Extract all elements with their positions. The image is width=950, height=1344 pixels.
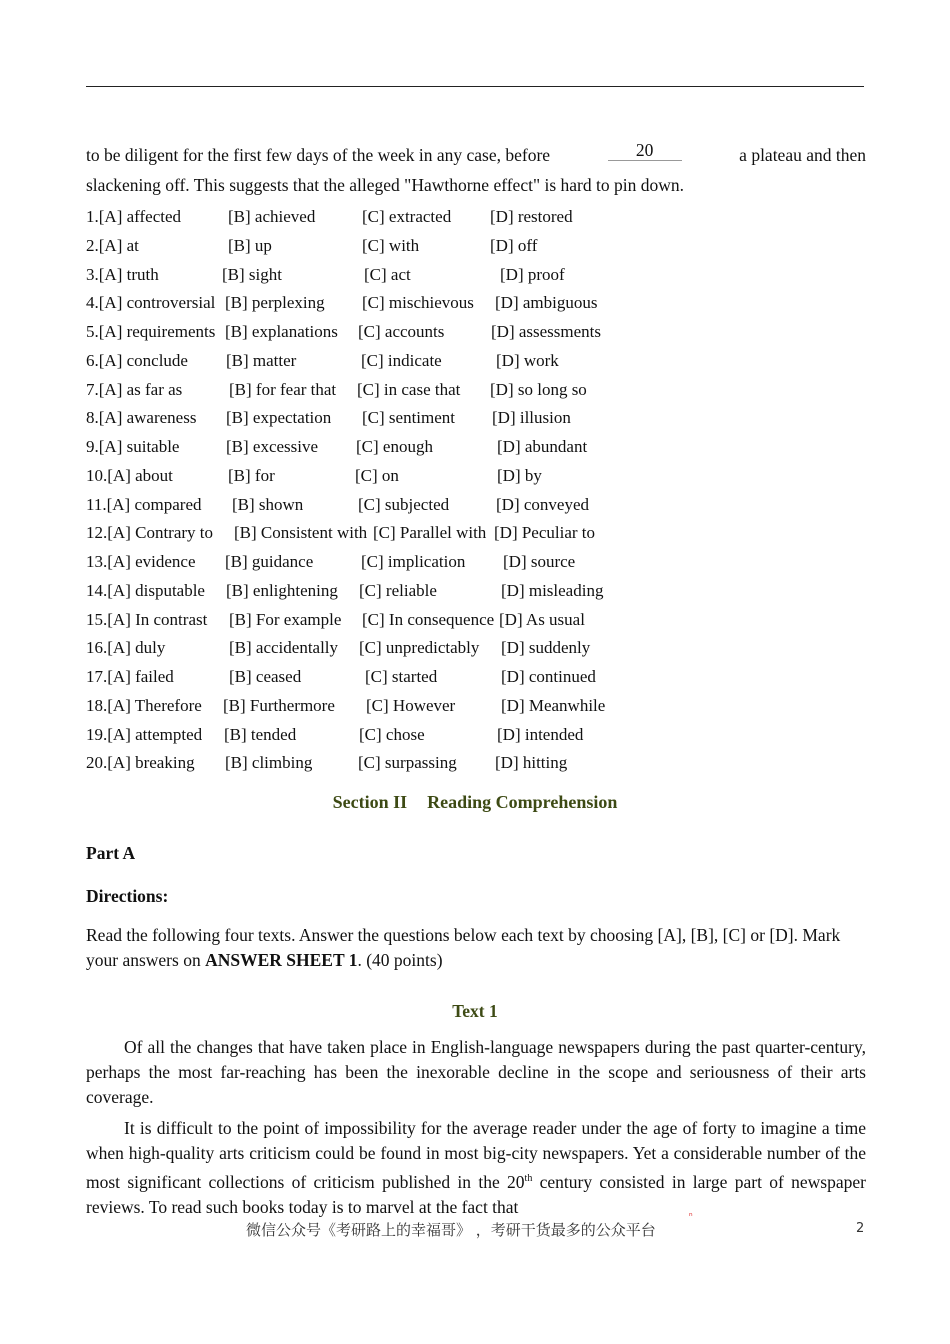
option-d: [D] ambiguous xyxy=(495,293,598,313)
option-b: [B] enlightening xyxy=(226,580,338,600)
option-a: 12.[A] Contrary to xyxy=(86,523,214,543)
option-c: [C] in case that xyxy=(357,379,461,399)
option-a: 18.[A] Therefore xyxy=(86,695,202,715)
text-title: Text 1 xyxy=(452,1001,498,1021)
option-a: 7.[A] as far as xyxy=(86,379,183,399)
option-b: [B] matter xyxy=(226,350,297,370)
blank-20: 20 xyxy=(608,140,682,161)
option-c: [C] subjected xyxy=(358,494,450,514)
option-b: [B] shown xyxy=(232,494,304,514)
option-a: 4.[A] controversial xyxy=(86,293,216,313)
option-a: 17.[A] failed xyxy=(86,667,174,686)
paragraph-2-part-1: It is difficult to the point of impossibility for the average reader under the age of forty to imagine a time when high-quality arts criticism could be found in most big-city newspapers. Yet a considerable number of the most significant collections of criticism published in the 20 xyxy=(86,1118,866,1192)
option-c: [C] chose xyxy=(359,724,425,744)
passage-line-2: slackening off. This suggests that the alleged "Hawthorne effect" is hard to pin down. xyxy=(86,175,684,195)
header-rule xyxy=(86,86,864,87)
option-b: [B] ceased xyxy=(229,667,302,686)
directions-text xyxy=(86,923,872,973)
option-d: [D] intended xyxy=(497,724,584,744)
option-d: [D] so long so xyxy=(490,379,587,399)
option-c: [C] implication xyxy=(361,552,466,571)
option-d: [D] illusion xyxy=(492,408,571,428)
option-c: [C] surpassing xyxy=(358,753,457,773)
answer-sheet-label: ANSWER SHEET 1 xyxy=(205,950,358,970)
option-b: [B] sight xyxy=(222,264,282,284)
option-b: [B] explanations xyxy=(225,322,338,341)
option-a: 8.[A] awareness xyxy=(86,408,197,428)
option-c: [C] act xyxy=(364,264,411,284)
option-a: 20.[A] breaking xyxy=(86,753,195,773)
part-heading: Part A xyxy=(86,843,136,863)
option-d: [D] continued xyxy=(501,667,596,686)
option-c: [C] unpredictably xyxy=(359,638,480,658)
ordinal-superscript: th xyxy=(524,1173,533,1184)
option-b: [B] for fear that xyxy=(229,379,337,399)
option-b: [B] Furthermore xyxy=(223,695,335,715)
option-c: [C] mischievous xyxy=(362,293,474,313)
option-d: [D] As usual xyxy=(499,609,585,629)
option-b: [B] Consistent with xyxy=(234,523,368,543)
option-b: [B] tended xyxy=(224,724,297,744)
page-number: 2 xyxy=(856,1221,865,1236)
option-d: [D] conveyed xyxy=(496,494,589,514)
option-b: [B] for xyxy=(228,465,275,485)
option-c: [C] extracted xyxy=(362,207,452,226)
option-d: [D] proof xyxy=(500,264,565,284)
option-d: [D] off xyxy=(490,235,538,255)
option-d: [D] misleading xyxy=(501,580,604,600)
option-c: [C] Parallel with xyxy=(373,523,487,543)
footer-text: 微信公众号《考研路上的幸福哥》 ，考研干货最多的公众平台 xyxy=(246,1221,656,1239)
option-b: [B] guidance xyxy=(225,552,314,571)
option-c: [C] started xyxy=(365,667,438,686)
option-a: 19.[A] attempted xyxy=(86,724,203,744)
option-b: [B] achieved xyxy=(228,207,316,226)
option-c: [C] enough xyxy=(356,437,433,456)
directions-text-after: . (40 points) xyxy=(357,950,443,970)
option-c: [C] sentiment xyxy=(362,408,456,428)
option-a: 6.[A] conclude xyxy=(86,350,188,370)
option-a: 16.[A] duly xyxy=(86,638,166,658)
option-d: [D] suddenly xyxy=(501,638,591,658)
option-a: 9.[A] suitable xyxy=(86,437,180,456)
option-d: [D] hitting xyxy=(495,753,568,773)
paragraph-2-part-2: century consisted in large part of newspaper reviews. To read such books today is to marvel at the fact that xyxy=(86,1171,866,1217)
option-d: [D] assessments xyxy=(491,322,602,341)
option-a: 13.[A] evidence xyxy=(86,552,196,571)
option-a: 3.[A] truth xyxy=(86,264,159,284)
passage-text-after-blank: a plateau and then xyxy=(739,145,866,165)
option-c: [C] indicate xyxy=(361,350,442,370)
option-a: 5.[A] requirements xyxy=(86,322,216,341)
section-number: Section II xyxy=(332,792,408,812)
option-b: [B] climbing xyxy=(225,753,313,773)
section-title: Reading Comprehension xyxy=(427,792,618,812)
option-c: [C] In consequence xyxy=(362,609,495,629)
option-d: [D] work xyxy=(496,350,559,370)
directions-label: Directions: xyxy=(86,886,169,906)
option-a: 10.[A] about xyxy=(86,465,173,485)
option-d: [D] restored xyxy=(490,207,573,226)
option-b: [B] expectation xyxy=(226,408,332,428)
red-mark-icon: ⁿ xyxy=(689,1212,693,1222)
directions-text-before: Read the following four texts. Answer the questions below each text by choosing [A], [B], [C] or [D]. Mark your answers on xyxy=(86,925,841,970)
option-a: 15.[A] In contrast xyxy=(86,609,208,629)
option-b: [B] up xyxy=(228,235,272,255)
section-heading xyxy=(0,792,950,813)
option-b: [B] excessive xyxy=(226,437,319,456)
option-d: [D] Peculiar to xyxy=(494,523,596,543)
option-a: 2.[A] at xyxy=(86,235,139,255)
option-c: [C] However xyxy=(366,695,456,715)
paragraph-2 xyxy=(86,1116,866,1220)
passage-line-1 xyxy=(86,140,866,170)
option-d: [D] Meanwhile xyxy=(501,695,606,715)
option-c: [C] with xyxy=(362,235,420,255)
option-a: 14.[A] disputable xyxy=(86,580,205,600)
option-c: [C] reliable xyxy=(359,580,437,600)
option-b: [B] perplexing xyxy=(225,293,325,313)
option-b: [B] For example xyxy=(229,609,342,629)
option-a: 1.[A] affected xyxy=(86,207,182,226)
cloze-passage-end xyxy=(86,140,866,200)
option-d: [D] source xyxy=(503,552,576,571)
option-b: [B] accidentally xyxy=(229,638,339,658)
option-c: [C] accounts xyxy=(358,322,445,341)
option-c: [C] on xyxy=(355,465,399,485)
passage-text-before-blank: to be diligent for the first few days of the week in any case, before xyxy=(86,145,551,165)
paragraph-1: Of all the changes that have taken place in English-language newspapers during the past quarter-century, perhaps the most far-reaching has been the inexorable decline in the scope and seriousness of their arts coverage. xyxy=(86,1037,866,1107)
option-d: [D] abundant xyxy=(497,437,588,456)
option-d: [D] by xyxy=(497,465,542,485)
option-a: 11.[A] compared xyxy=(86,494,202,514)
